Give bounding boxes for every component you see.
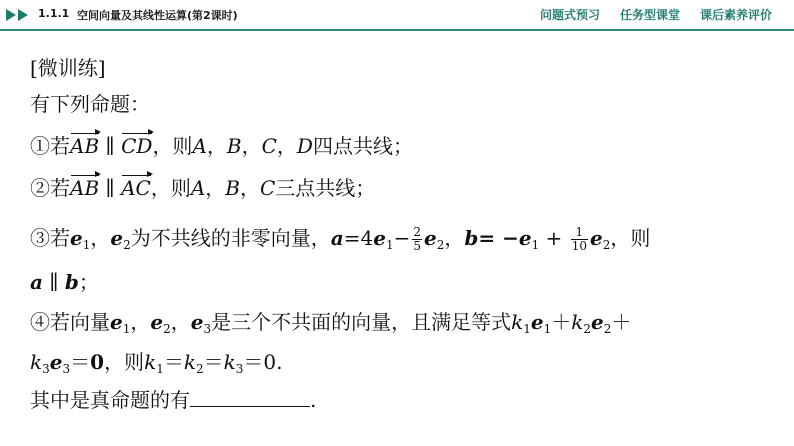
vector-cd: CD: [121, 134, 153, 158]
play-arrows-icon: [6, 9, 34, 21]
lesson-title: 空间向量及其线性运算(第2课时): [77, 9, 238, 22]
answer-blank[interactable]: [190, 384, 310, 407]
proposition-3-continued: a ∥ b；: [30, 270, 99, 294]
proposition-1: ①若AB ∥ CD，则A，B，C，D四点共线；: [30, 134, 413, 158]
question-text: 其中是真命题的有: [30, 388, 190, 412]
header-bar: [0, 0, 794, 30]
proposition-4: ④若向量$e_1$，$e_2$，$e_3$是三个不共面的向量，且满足等式$k_1e_1+k_2e_2+$: [30, 310, 632, 336]
question-line: 其中是真命题的有 .: [30, 384, 316, 414]
tab-preview[interactable]: 问题式预习: [539, 8, 600, 22]
nav-tabs: [540, 6, 772, 23]
fraction-1-10: $\frac{1}{10}$: [571, 225, 587, 253]
vector-ac: AC: [121, 176, 151, 200]
proposition-4-continued: $k_3e_3=0$，则$k_1=k_2=k_3=0$.: [30, 350, 283, 376]
tab-evaluation[interactable]: 课后素养评价: [699, 8, 772, 22]
section-number: 1.1.1: [38, 7, 70, 20]
intro-text: 有下列命题：: [30, 92, 150, 116]
exercise-heading: [微训练]: [30, 56, 106, 80]
proposition-3: ③若$e_1$，$e_2$为不共线的非零向量，$a=4e_1-$ $\frac{2}{5}$ $e_2$，$b= -e_1$ + $\frac{1}{10}$ $e_2$，则: [30, 225, 651, 253]
vector-ab: AB: [70, 134, 100, 158]
fraction-2-5: $\frac{2}{5}$: [413, 225, 421, 253]
vector-ab: AB: [70, 176, 100, 200]
tab-classroom[interactable]: 任务型课堂: [619, 8, 680, 22]
proposition-2: ②若AB ∥ AC，则A，B，C三点共线；: [30, 176, 376, 200]
header-divider: [0, 29, 794, 31]
